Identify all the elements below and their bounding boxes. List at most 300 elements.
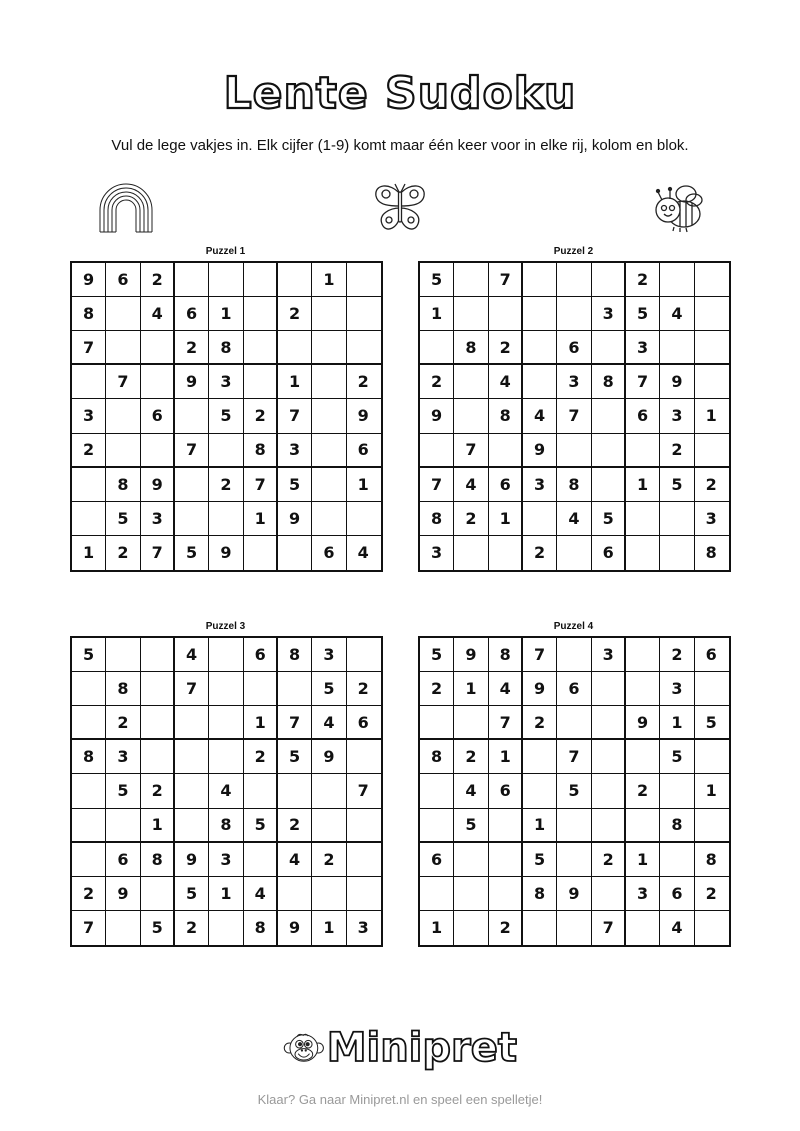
sudoku-cell: 6 (695, 638, 729, 672)
sudoku-cell: 8 (420, 740, 454, 774)
sudoku-cell (420, 809, 454, 843)
sudoku-cell (489, 297, 523, 331)
sudoku-cell (244, 672, 278, 706)
sudoku-cell (557, 297, 591, 331)
sudoku-cell (141, 638, 175, 672)
sudoku-cell: 2 (523, 536, 557, 570)
sudoku-cell: 5 (660, 468, 694, 502)
sudoku-cell (454, 877, 488, 911)
sudoku-cell (592, 468, 626, 502)
sudoku-cell: 2 (244, 740, 278, 774)
sudoku-cell (244, 365, 278, 399)
sudoku-cell: 4 (660, 297, 694, 331)
sudoku-cell: 8 (209, 331, 243, 365)
sudoku-cell: 3 (209, 365, 243, 399)
sudoku-cell: 3 (72, 399, 106, 433)
sudoku-cell (175, 809, 209, 843)
sudoku-cell (106, 911, 140, 945)
sudoku-cell (695, 740, 729, 774)
sudoku-cell: 2 (141, 774, 175, 808)
sudoku-cell (312, 809, 346, 843)
sudoku-cell (695, 434, 729, 468)
sudoku-cell (141, 740, 175, 774)
sudoku-cell: 9 (72, 263, 106, 297)
sudoku-cell (347, 809, 381, 843)
sudoku-cell (347, 740, 381, 774)
sudoku-cell: 3 (209, 843, 243, 877)
footer-text: Klaar? Ga naar Minipret.nl en speel een spelletje! (257, 1092, 543, 1107)
sudoku-cell (557, 536, 591, 570)
sudoku-cell (695, 331, 729, 365)
sudoku-grid (418, 636, 731, 947)
sudoku-cell (592, 706, 626, 740)
puzzle-label: Puzzel 1 (205, 246, 246, 257)
sudoku-cell (244, 536, 278, 570)
sudoku-cell (312, 365, 346, 399)
sudoku-cell (141, 434, 175, 468)
sudoku-cell (626, 434, 660, 468)
sudoku-cell: 7 (557, 399, 591, 433)
sudoku-cell (557, 434, 591, 468)
sudoku-cell (523, 740, 557, 774)
sudoku-cell (175, 502, 209, 536)
sudoku-cell (175, 740, 209, 774)
sudoku-cell (72, 468, 106, 502)
sudoku-cell: 7 (626, 365, 660, 399)
sudoku-cell: 3 (106, 740, 140, 774)
sudoku-cell: 8 (244, 434, 278, 468)
sudoku-cell: 2 (489, 911, 523, 945)
sudoku-cell: 7 (347, 774, 381, 808)
sudoku-cell: 8 (72, 740, 106, 774)
sudoku-cell: 3 (523, 468, 557, 502)
sudoku-cell: 2 (592, 843, 626, 877)
sudoku-cell: 6 (141, 399, 175, 433)
sudoku-cell: 2 (523, 706, 557, 740)
sudoku-cell: 6 (557, 331, 591, 365)
sudoku-cell (278, 774, 312, 808)
sudoku-cell: 3 (626, 331, 660, 365)
sudoku-cell: 7 (420, 468, 454, 502)
sudoku-cell: 2 (175, 911, 209, 945)
sudoku-cell (106, 331, 140, 365)
sudoku-cell: 6 (489, 774, 523, 808)
sudoku-cell: 3 (557, 365, 591, 399)
sudoku-cell (312, 502, 346, 536)
rainbow-icon (96, 180, 156, 236)
sudoku-cell: 1 (209, 877, 243, 911)
sudoku-cell (454, 263, 488, 297)
minipret-logo (283, 1018, 517, 1078)
instructions-text: Vul de lege vakjes in. Elk cijfer (1-9) komt maar één keer voor in elke rij, kolom en blok. (111, 137, 689, 154)
sudoku-cell: 2 (175, 331, 209, 365)
sudoku-cell (523, 502, 557, 536)
sudoku-cell: 6 (244, 638, 278, 672)
sudoku-cell (489, 843, 523, 877)
sudoku-cell (209, 740, 243, 774)
sudoku-cell: 7 (244, 468, 278, 502)
sudoku-cell: 5 (626, 297, 660, 331)
sudoku-cell (106, 297, 140, 331)
sudoku-cell: 4 (557, 502, 591, 536)
sudoku-cell: 4 (141, 297, 175, 331)
sudoku-cell: 9 (660, 365, 694, 399)
sudoku-cell (592, 399, 626, 433)
sudoku-cell (106, 638, 140, 672)
sudoku-cell: 2 (454, 740, 488, 774)
sudoku-cell: 1 (209, 297, 243, 331)
sudoku-cell (209, 263, 243, 297)
sudoku-cell (244, 331, 278, 365)
sudoku-cell (557, 263, 591, 297)
sudoku-cell (523, 297, 557, 331)
sudoku-cell (278, 263, 312, 297)
sudoku-cell: 3 (420, 536, 454, 570)
sudoku-cell (209, 706, 243, 740)
sudoku-cell (244, 774, 278, 808)
sudoku-cell: 1 (420, 297, 454, 331)
sudoku-cell (72, 365, 106, 399)
sudoku-cell: 2 (209, 468, 243, 502)
sudoku-cell: 9 (209, 536, 243, 570)
sudoku-cell: 6 (489, 468, 523, 502)
sudoku-cell: 2 (695, 877, 729, 911)
sudoku-cell (141, 877, 175, 911)
sudoku-cell: 3 (660, 399, 694, 433)
sudoku-cell (454, 706, 488, 740)
sudoku-cell: 9 (278, 502, 312, 536)
sudoku-cell (347, 638, 381, 672)
sudoku-cell (175, 468, 209, 502)
sudoku-cell: 6 (106, 843, 140, 877)
sudoku-cell: 8 (244, 911, 278, 945)
sudoku-cell: 8 (489, 399, 523, 433)
sudoku-cell: 9 (523, 672, 557, 706)
sudoku-cell: 5 (420, 263, 454, 297)
sudoku-cell: 9 (175, 843, 209, 877)
sudoku-cell (489, 809, 523, 843)
sudoku-cell: 8 (557, 468, 591, 502)
sudoku-cell: 4 (357, 543, 369, 563)
sudoku-cell (592, 877, 626, 911)
sudoku-cell (278, 331, 312, 365)
sudoku-cell: 5 (523, 843, 557, 877)
sudoku-cell: 3 (278, 434, 312, 468)
sudoku-cell: 8 (106, 672, 140, 706)
sudoku-cell: 1 (312, 263, 346, 297)
sudoku-cell: 3 (660, 672, 694, 706)
sudoku-cell (695, 911, 729, 945)
sudoku-cell: 4 (244, 877, 278, 911)
sudoku-cell (347, 843, 381, 877)
sudoku-cell (695, 297, 729, 331)
sudoku-cell: 5 (557, 774, 591, 808)
sudoku-cell (106, 399, 140, 433)
puzzle-label: Puzzel 3 (205, 621, 246, 632)
sudoku-cell (523, 263, 557, 297)
sudoku-cell (347, 331, 381, 365)
sudoku-cell (626, 911, 660, 945)
sudoku-cell: 2 (489, 331, 523, 365)
sudoku-cell: 2 (347, 365, 381, 399)
sudoku-cell: 9 (347, 399, 381, 433)
sudoku-grid (70, 636, 383, 947)
sudoku-cell (660, 774, 694, 808)
sudoku-cell (72, 502, 106, 536)
sudoku-cell: 5 (141, 911, 175, 945)
sudoku-cell (244, 297, 278, 331)
sudoku-cell: 2 (660, 434, 694, 468)
sudoku-cell (312, 331, 346, 365)
sudoku-cell: 9 (420, 399, 454, 433)
sudoku-cell (141, 331, 175, 365)
sudoku-cell (523, 911, 557, 945)
sudoku-cell: 4 (175, 638, 209, 672)
sudoku-cell: 3 (592, 297, 626, 331)
sudoku-cell: 8 (660, 809, 694, 843)
sudoku-cell (420, 331, 454, 365)
sudoku-cell (209, 434, 243, 468)
sudoku-grid (70, 261, 383, 572)
sudoku-cell: 5 (420, 638, 454, 672)
sudoku-cell: 8 (72, 297, 106, 331)
sudoku-cell: 6 (175, 297, 209, 331)
sudoku-cell (420, 706, 454, 740)
sudoku-cell (695, 672, 729, 706)
sudoku-cell: 1 (695, 774, 729, 808)
sudoku-cell (347, 263, 381, 297)
sudoku-cell (175, 263, 209, 297)
sudoku-cell: 4 (278, 843, 312, 877)
sudoku-cell (695, 263, 729, 297)
sudoku-cell (244, 843, 278, 877)
sudoku-cell: 8 (209, 809, 243, 843)
sudoku-cell: 4 (209, 774, 243, 808)
sudoku-cell: 2 (72, 434, 106, 468)
sudoku-cell: 7 (72, 331, 106, 365)
sudoku-cell: 2 (72, 877, 106, 911)
sudoku-cell: 9 (454, 638, 488, 672)
sudoku-cell: 2 (347, 672, 381, 706)
sudoku-cell (141, 706, 175, 740)
sudoku-cell (557, 911, 591, 945)
sudoku-cell: 1 (454, 672, 488, 706)
sudoku-cell (592, 774, 626, 808)
sudoku-cell: 7 (557, 740, 591, 774)
sudoku-cell: 3 (626, 877, 660, 911)
sudoku-cell: 2 (312, 843, 346, 877)
sudoku-cell: 1 (72, 536, 106, 570)
sudoku-cell (278, 536, 312, 570)
sudoku-cell: 3 (141, 502, 175, 536)
sudoku-cell: 3 (312, 638, 346, 672)
sudoku-cell: 7 (278, 399, 312, 433)
sudoku-cell: 1 (244, 502, 278, 536)
sudoku-cell (454, 399, 488, 433)
sudoku-cell: 5 (454, 809, 488, 843)
sudoku-cell: 5 (209, 399, 243, 433)
sudoku-cell: 6 (347, 706, 381, 740)
sudoku-cell: 2 (106, 706, 140, 740)
sudoku-cell (141, 365, 175, 399)
sudoku-cell: 7 (72, 911, 106, 945)
sudoku-cell (557, 843, 591, 877)
sudoku-cell: 5 (278, 740, 312, 774)
sudoku-cell (660, 843, 694, 877)
sudoku-cell: 7 (489, 706, 523, 740)
sudoku-cell: 5 (695, 706, 729, 740)
sudoku-cell (523, 365, 557, 399)
sudoku-cell: 8 (592, 365, 626, 399)
sudoku-cell (420, 877, 454, 911)
page-title: Lente Sudoku (223, 68, 577, 119)
sudoku-cell: 3 (357, 918, 369, 938)
sudoku-cell (557, 638, 591, 672)
sudoku-cell (141, 672, 175, 706)
sudoku-cell (626, 740, 660, 774)
sudoku-cell (72, 672, 106, 706)
sudoku-cell (660, 536, 694, 570)
sudoku-cell: 6 (557, 672, 591, 706)
sudoku-cell (454, 297, 488, 331)
sudoku-cell: 7 (175, 434, 209, 468)
sudoku-cell (312, 468, 346, 502)
sudoku-cell (312, 399, 346, 433)
sudoku-cell: 9 (557, 877, 591, 911)
sudoku-cell (209, 502, 243, 536)
sudoku-cell (557, 809, 591, 843)
sudoku-cell (489, 434, 523, 468)
sudoku-cell: 7 (523, 638, 557, 672)
sudoku-cell: 5 (175, 877, 209, 911)
sudoku-cell (312, 877, 346, 911)
sudoku-cell: 6 (660, 877, 694, 911)
sudoku-cell (489, 877, 523, 911)
sudoku-cell (454, 911, 488, 945)
sudoku-cell: 9 (141, 468, 175, 502)
sudoku-cell (592, 434, 626, 468)
sudoku-cell: 7 (489, 263, 523, 297)
sudoku-cell (454, 365, 488, 399)
sudoku-cell: 4 (489, 672, 523, 706)
sudoku-cell (420, 434, 454, 468)
sudoku-cell (175, 399, 209, 433)
sudoku-cell: 2 (626, 263, 660, 297)
sudoku-cell: 3 (695, 502, 729, 536)
sudoku-cell (592, 331, 626, 365)
sudoku-cell: 4 (454, 774, 488, 808)
sudoku-cell (626, 502, 660, 536)
sudoku-cell (592, 740, 626, 774)
sudoku-cell: 7 (175, 672, 209, 706)
sudoku-cell: 5 (72, 638, 106, 672)
sudoku-cell (106, 434, 140, 468)
sudoku-cell (312, 297, 346, 331)
sudoku-cell: 4 (523, 399, 557, 433)
sudoku-cell (626, 672, 660, 706)
puzzle-2 (418, 245, 729, 572)
sudoku-cell: 9 (312, 740, 346, 774)
sudoku-cell: 4 (489, 365, 523, 399)
sudoku-cell: 5 (278, 468, 312, 502)
sudoku-cell: 9 (106, 877, 140, 911)
sudoku-cell (489, 536, 523, 570)
sudoku-cell: 7 (106, 365, 140, 399)
butterfly-icon (370, 180, 430, 236)
sudoku-cell: 6 (347, 434, 381, 468)
sudoku-cell: 1 (278, 365, 312, 399)
sudoku-cell (592, 809, 626, 843)
sudoku-cell: 9 (523, 434, 557, 468)
sudoku-cell (454, 843, 488, 877)
sudoku-cell: 2 (420, 672, 454, 706)
sudoku-cell (523, 774, 557, 808)
sudoku-cell (209, 911, 243, 945)
sudoku-cell (347, 297, 381, 331)
puzzle-label: Puzzel 4 (553, 621, 594, 632)
puzzle-4 (418, 620, 729, 947)
sudoku-cell (72, 809, 106, 843)
sudoku-cell: 8 (278, 638, 312, 672)
sudoku-cell: 6 (312, 536, 346, 570)
sudoku-cell: 5 (660, 740, 694, 774)
sudoku-cell: 5 (592, 502, 626, 536)
sudoku-cell: 1 (141, 809, 175, 843)
puzzle-label: Puzzel 2 (553, 246, 594, 257)
sudoku-cell: 9 (278, 911, 312, 945)
sudoku-cell: 1 (420, 911, 454, 945)
sudoku-cell (660, 263, 694, 297)
sudoku-cell (209, 672, 243, 706)
sudoku-cell: 1 (523, 809, 557, 843)
sudoku-cell: 6 (592, 536, 626, 570)
sudoku-cell (592, 672, 626, 706)
sudoku-cell (72, 706, 106, 740)
sudoku-cell (175, 774, 209, 808)
sudoku-cell (454, 536, 488, 570)
sudoku-cell: 1 (626, 468, 660, 502)
sudoku-cell (626, 809, 660, 843)
sudoku-cell (244, 263, 278, 297)
sudoku-cell: 8 (141, 843, 175, 877)
puzzle-1 (70, 245, 381, 572)
sudoku-cell: 5 (312, 672, 346, 706)
sudoku-cell: 2 (420, 365, 454, 399)
sudoku-cell: 8 (106, 468, 140, 502)
sudoku-cell: 2 (141, 263, 175, 297)
sudoku-cell: 8 (705, 543, 717, 563)
sudoku-cell: 8 (489, 638, 523, 672)
sudoku-cell (695, 365, 729, 399)
sudoku-cell: 2 (660, 638, 694, 672)
sudoku-cell: 2 (106, 536, 140, 570)
sudoku-cell: 1 (660, 706, 694, 740)
monkey-icon (283, 1020, 325, 1076)
sudoku-cell: 1 (626, 843, 660, 877)
sudoku-cell: 3 (592, 638, 626, 672)
puzzle-3 (70, 620, 381, 947)
sudoku-cell: 5 (106, 502, 140, 536)
sudoku-cell (72, 843, 106, 877)
sudoku-cell: 8 (523, 877, 557, 911)
sudoku-cell: 1 (489, 740, 523, 774)
sudoku-cell (695, 809, 729, 843)
sudoku-cell: 2 (244, 399, 278, 433)
sudoku-cell: 2 (278, 297, 312, 331)
sudoku-cell: 5 (106, 774, 140, 808)
sudoku-cell (278, 877, 312, 911)
sudoku-cell (660, 502, 694, 536)
